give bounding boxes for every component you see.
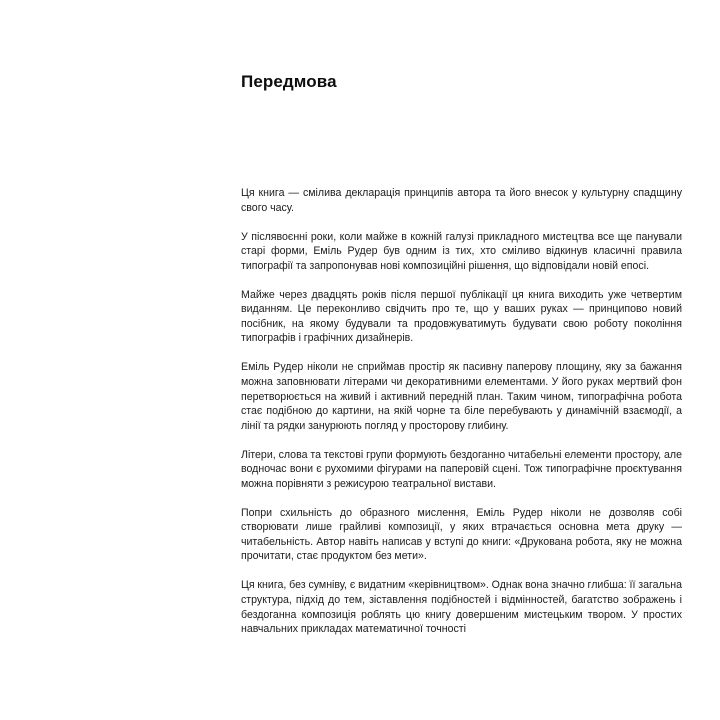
paragraph: Еміль Рудер ніколи не сприймав простір як пасивну паперову площину, яку за бажання можна заповнювати літерами чи декоративними елементами. У його руках мертвий фон перетворюється на живий і активний передній план. Таким чином, типографічна робота стає подібною до картини, на якій чорне та біле перебувають у динамічній взаємодії, а лінії та рядки занурюють погляд у просторову глибину. bbox=[241, 361, 682, 432]
page-title: Передмова bbox=[241, 72, 337, 91]
paragraph: Попри схильність до образного мислення, Еміль Рудер ніколи не дозволяв собі створювати лише грайливі композиції, у яких втрачається основна мета друку — читабельність. Автор навіть написав у вступі до книги: «Друкована робота, яку не можна прочитати, стає продуктом без мети». bbox=[241, 506, 682, 563]
paragraph: Майже через двадцять років після першої публікації ця книга виходить уже четвертим виданням. Це переконливо свідчить про те, що у ваших руках — принципово новий посібник, на якому будували та продовжуватимуть будувати свою роботу покоління типографів і графічних дизайнерів. bbox=[241, 288, 682, 345]
paragraph: Ця книга — смілива декларація принципів автора та його внесок у культурну спадщину свого часу. bbox=[241, 187, 682, 214]
paragraph: Ця книга, без сумніву, є видатним «керівництвом». Однак вона значно глибша: її загальна структура, підхід до тем, зіставлення подібностей і відмінностей, багатство зображень і бездоганна композиція роблять цю книгу довершеним мистецьким твором. У простих навчальних прикладах математичної точності bbox=[241, 579, 682, 636]
text-column bbox=[241, 0, 682, 720]
body-text-block bbox=[241, 186, 682, 637]
paragraph: У післявоєнні роки, коли майже в кожній галузі прикладного мистецтва все ще панували старі форми, Еміль Рудер був одним із тих, хто сміливо відкинув класичні правила типографії та запропонував нові композиційні рішення, що відповідали новій епосі. bbox=[241, 230, 682, 272]
paragraph: Літери, слова та текстові групи формують бездоганно читабельні елементи простору, але водночас вони є рухомими фігурами на паперовій сцені. Тож типографічне проєктування можна порівняти з режисурою театральної вистави. bbox=[241, 448, 682, 490]
